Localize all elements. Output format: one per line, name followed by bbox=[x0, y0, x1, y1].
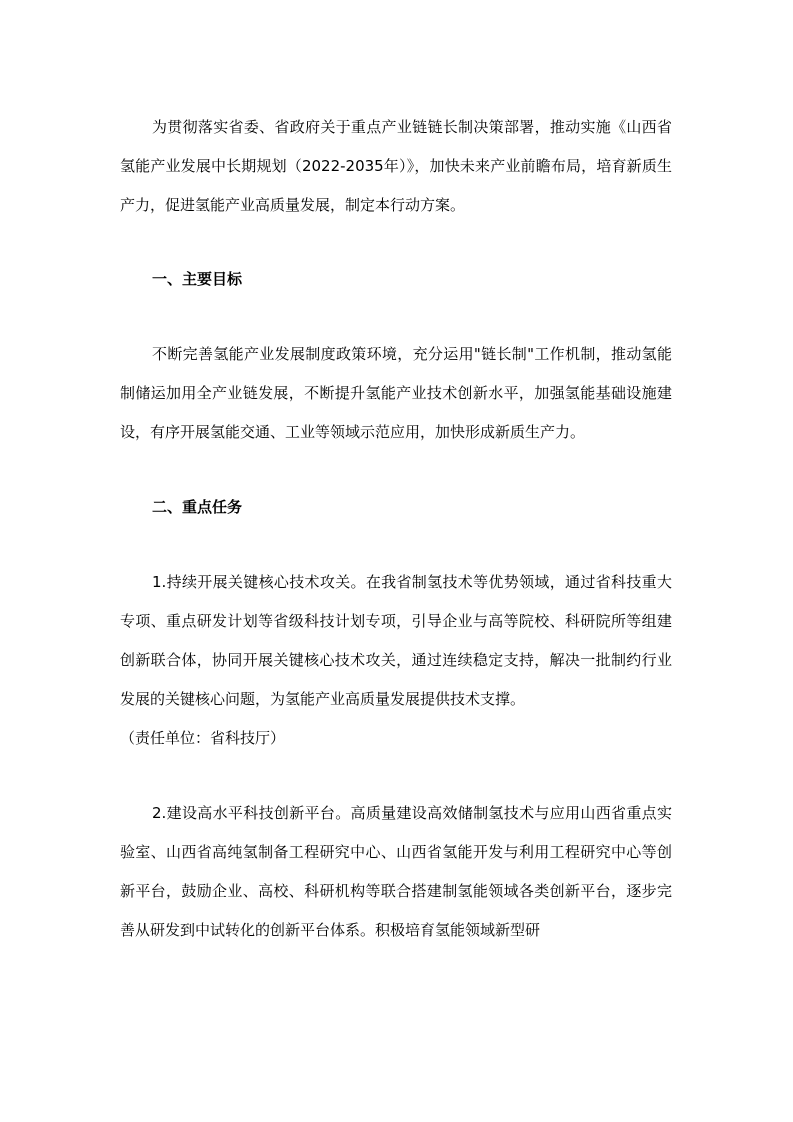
goals-paragraph: 不断完善氢能产业发展制度政策环境，充分运用"链长制"工作机制，推动氢能制储运加用全产业链发展，不断提升氢能产业技术创新水平，加强氢能基础设施建设，有序开展氢能交通、工业等领域示范应用，加快形成新质生产力。 bbox=[120, 345, 672, 441]
document-body bbox=[120, 108, 672, 950]
intro-paragraph: 为贯彻落实省委、省政府关于重点产业链链长制决策部署，推动实施《山西省氢能产业发展中长期规划（2022-2035年）》，加快未来产业前瞻布局，培育新质生产力，促进氢能产业高质量发展，制定本行动方案。 bbox=[120, 118, 672, 214]
spacer bbox=[120, 225, 672, 260]
section-heading-goals: 一、主要目标 bbox=[152, 270, 243, 288]
task-2-paragraph: 2.建设高水平科技创新平台。高质量建设高效储制氢技术与应用山西省重点实验室、山西省高纯氢制备工程研究中心、山西省氢能开发与利用工程研究中心等创新平台，鼓励企业、高校、科研机构等联合搭建制氢能领域各类创新平台，逐步完善从研发到中试转化的创新平台体系。积极培育氢能领域新型研 bbox=[120, 804, 672, 939]
spacer bbox=[120, 452, 672, 488]
spacer bbox=[120, 299, 672, 335]
section-heading-tasks: 二、重点任务 bbox=[152, 498, 243, 516]
task-1-responsible-unit: （责任单位：省科技厅） bbox=[120, 729, 286, 747]
spacer bbox=[120, 758, 672, 794]
task-1-paragraph: 1.持续开展关键核心技术攻关。在我省制氢技术等优势领域，通过省科技重大专项、重点研发计划等省级科技计划专项，引导企业与高等院校、科研院所等组建创新联合体，协同开展关键核心技术攻关，通过连续稳定支持，解决一批制约行业发展的关键核心问题，为氢能产业高质量发展提供技术支撑。 bbox=[120, 573, 672, 708]
spacer bbox=[120, 527, 672, 563]
